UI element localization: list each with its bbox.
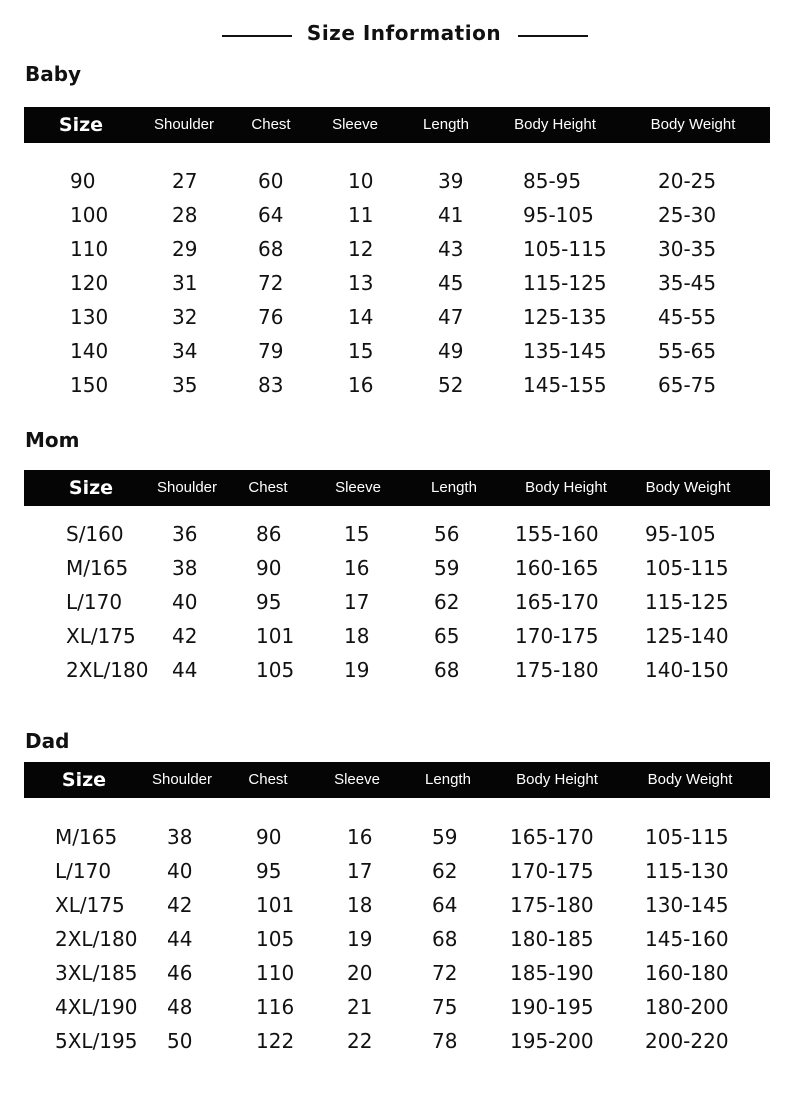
table-cell: 19 [344,658,370,682]
table-cell: 16 [344,556,370,580]
table-cell: 105 [256,658,295,682]
table-cell: 130 [70,305,109,329]
table-cell: 48 [167,995,193,1019]
table-cell: 20-25 [658,169,717,193]
table-cell: 65-75 [658,373,717,397]
column-header: Sleeve [334,771,380,788]
table-cell: 64 [258,203,284,227]
table-cell: 15 [344,522,370,546]
table-cell: 17 [347,859,373,883]
column-header: Length [423,116,469,133]
table-cell: 31 [172,271,198,295]
table-cell: 72 [432,961,458,985]
table-cell: 120 [70,271,109,295]
column-header: Shoulder [153,116,215,133]
baby-table-header [24,107,770,143]
table-cell: 122 [256,1029,295,1053]
table-cell: 165-170 [515,590,599,614]
table-cell: 34 [172,339,198,363]
column-header: Chest [248,771,288,788]
table-cell: 64 [432,893,458,917]
table-cell: 100 [70,203,109,227]
table-row [0,619,790,653]
table-cell: 150 [70,373,109,397]
column-header: Body Weight [647,771,733,788]
table-cell: 105-115 [645,825,729,849]
table-cell: 180-185 [510,927,594,951]
table-cell: 45 [438,271,464,295]
table-cell: 16 [348,373,374,397]
table-row [0,1024,790,1058]
table-cell: 79 [258,339,284,363]
table-cell: 75 [432,995,458,1019]
table-cell: 200-220 [645,1029,729,1053]
table-cell: 140 [70,339,109,363]
table-cell: 68 [258,237,284,261]
table-cell: 38 [167,825,193,849]
table-cell: 29 [172,237,198,261]
table-cell: 18 [347,893,373,917]
table-cell: 85-95 [523,169,582,193]
table-cell: 101 [256,893,295,917]
table-cell: 35 [172,373,198,397]
table-row [0,854,790,888]
table-cell: 40 [167,859,193,883]
table-cell: 145-160 [645,927,729,951]
table-row [0,334,790,368]
section-label-baby: Baby [25,62,82,86]
table-row [0,888,790,922]
table-cell: 35-45 [658,271,717,295]
table-row [0,820,790,854]
table-cell: 165-170 [510,825,594,849]
table-cell: M/165 [55,825,118,849]
column-header: Body Weight [645,479,731,496]
table-cell: S/160 [66,522,124,546]
column-header: Size [58,114,104,136]
table-cell: 14 [348,305,374,329]
table-cell: 105 [256,927,295,951]
column-header: Chest [251,116,291,133]
column-header: Body Weight [650,116,736,133]
table-cell: 59 [434,556,460,580]
section-label-dad: Dad [25,729,70,753]
table-cell: 45-55 [658,305,717,329]
table-cell: 195-200 [510,1029,594,1053]
table-cell: 90 [256,556,282,580]
table-row [0,653,790,687]
table-cell: 76 [258,305,284,329]
table-cell: 44 [172,658,198,682]
column-header: Size [61,769,107,791]
table-cell: 17 [344,590,370,614]
title-rule-left [222,35,292,37]
table-cell: 95-105 [645,522,716,546]
table-cell: 22 [347,1029,373,1053]
table-row [0,232,790,266]
table-cell: 105-115 [645,556,729,580]
table-cell: 180-200 [645,995,729,1019]
table-cell: 72 [258,271,284,295]
table-cell: XL/175 [55,893,125,917]
table-cell: 185-190 [510,961,594,985]
table-cell: 52 [438,373,464,397]
table-cell: 125-135 [523,305,607,329]
table-cell: 56 [434,522,460,546]
table-cell: 130-145 [645,893,729,917]
table-cell: 30-35 [658,237,717,261]
table-cell: 55-65 [658,339,717,363]
table-cell: 160-180 [645,961,729,985]
column-header: Body Height [525,479,607,496]
table-cell: 40 [172,590,198,614]
table-cell: 25-30 [658,203,717,227]
column-header: Body Height [514,116,596,133]
table-cell: 110 [256,961,295,985]
column-header: Chest [248,479,288,496]
table-cell: 95 [256,859,282,883]
table-cell: 28 [172,203,198,227]
table-row [0,517,790,551]
table-row [0,990,790,1024]
table-cell: 49 [438,339,464,363]
table-cell: 115-125 [523,271,607,295]
table-cell: 47 [438,305,464,329]
table-cell: 39 [438,169,464,193]
table-cell: 13 [348,271,374,295]
table-cell: 155-160 [515,522,599,546]
column-header: Shoulder [156,479,218,496]
table-cell: 190-195 [510,995,594,1019]
dad-table-header [24,762,770,798]
table-cell: 110 [70,237,109,261]
table-cell: 83 [258,373,284,397]
column-header: Sleeve [335,479,381,496]
table-cell: 59 [432,825,458,849]
table-row [0,956,790,990]
table-row [0,198,790,232]
table-cell: 15 [348,339,374,363]
table-cell: 145-155 [523,373,607,397]
table-cell: 11 [348,203,374,227]
table-cell: 160-165 [515,556,599,580]
table-cell: 36 [172,522,198,546]
table-cell: 21 [347,995,373,1019]
table-cell: 101 [256,624,295,648]
column-header: Body Height [516,771,598,788]
table-cell: 12 [348,237,374,261]
table-cell: 10 [348,169,374,193]
table-cell: 95 [256,590,282,614]
table-cell: 175-180 [510,893,594,917]
table-cell: 18 [344,624,370,648]
table-cell: 140-150 [645,658,729,682]
table-cell: 90 [70,169,96,193]
page-title: Size Information [306,21,502,45]
table-row [0,922,790,956]
table-cell: L/170 [55,859,112,883]
column-header: Size [68,477,114,499]
page-header [0,18,790,52]
table-cell: 125-140 [645,624,729,648]
table-row [0,585,790,619]
table-cell: 2XL/180 [55,927,138,951]
column-header: Length [425,771,471,788]
table-cell: 32 [172,305,198,329]
table-cell: 50 [167,1029,193,1053]
table-cell: 95-105 [523,203,594,227]
table-cell: 20 [347,961,373,985]
table-cell: 116 [256,995,295,1019]
table-row [0,551,790,585]
table-cell: 170-175 [515,624,599,648]
table-cell: 44 [167,927,193,951]
table-row [0,300,790,334]
table-cell: 105-115 [523,237,607,261]
mom-table-header [24,470,770,506]
table-cell: 2XL/180 [66,658,149,682]
table-cell: 16 [347,825,373,849]
table-cell: XL/175 [66,624,136,648]
table-cell: L/170 [66,590,123,614]
table-cell: 4XL/190 [55,995,138,1019]
section-label-mom: Mom [25,428,80,452]
table-cell: 175-180 [515,658,599,682]
table-cell: 62 [432,859,458,883]
table-cell: 60 [258,169,284,193]
column-header: Length [431,479,477,496]
column-header: Shoulder [151,771,213,788]
table-row [0,164,790,198]
table-cell: 3XL/185 [55,961,138,985]
table-cell: 68 [432,927,458,951]
table-cell: 68 [434,658,460,682]
table-cell: 65 [434,624,460,648]
table-cell: 5XL/195 [55,1029,138,1053]
table-cell: 135-145 [523,339,607,363]
table-cell: 170-175 [510,859,594,883]
column-header: Sleeve [332,116,378,133]
table-cell: 41 [438,203,464,227]
table-cell: 62 [434,590,460,614]
table-cell: 115-130 [645,859,729,883]
table-cell: 78 [432,1029,458,1053]
table-cell: M/165 [66,556,129,580]
table-cell: 90 [256,825,282,849]
title-rule-right [518,35,588,37]
table-cell: 115-125 [645,590,729,614]
table-row [0,368,790,402]
table-cell: 43 [438,237,464,261]
table-cell: 27 [172,169,198,193]
table-row [0,266,790,300]
table-cell: 46 [167,961,193,985]
table-cell: 86 [256,522,282,546]
table-cell: 42 [167,893,193,917]
table-cell: 42 [172,624,198,648]
table-cell: 19 [347,927,373,951]
table-cell: 38 [172,556,198,580]
